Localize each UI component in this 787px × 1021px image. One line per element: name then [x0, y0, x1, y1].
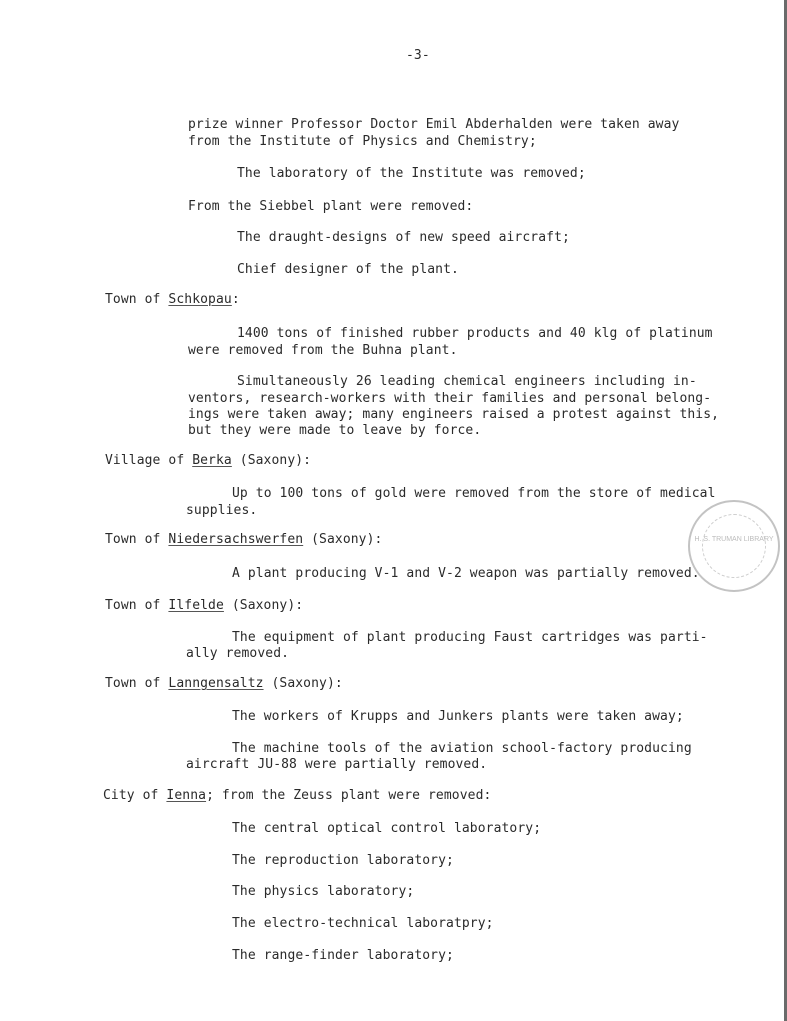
text-line: The central optical control laboratory;: [232, 821, 542, 836]
heading-prefix: Town of: [105, 292, 169, 307]
text-line: were removed from the Buhna plant.: [188, 343, 458, 358]
text-line: The equipment of plant producing Faust cartridges was parti-: [232, 630, 708, 645]
heading-prefix: Town of: [105, 676, 169, 691]
heading-suffix: (Saxony):: [303, 532, 383, 547]
text-line: The draught-designs of new speed aircraft;: [237, 230, 570, 245]
text-line: A plant producing V-1 and V-2 weapon was partially removed.: [232, 566, 700, 581]
heading-place: Niedersachswerfen: [168, 532, 304, 547]
heading-place: Lanngensaltz: [168, 676, 264, 691]
heading-place: Berka: [192, 453, 232, 468]
heading-prefix: City of: [103, 788, 167, 803]
section-heading-schkopau: [105, 292, 240, 308]
page-number: -3-: [406, 48, 430, 63]
text-line: The range-finder laboratory;: [232, 948, 454, 963]
heading-prefix: Village of: [105, 453, 193, 468]
text-line: ventors, research-workers with their families and personal belong-: [188, 391, 712, 406]
text-line: The laboratory of the Institute was removed;: [237, 166, 586, 181]
text-line: but they were made to leave by force.: [188, 423, 482, 438]
section-heading-lanngensaltz: [105, 676, 343, 692]
heading-place: Schkopau: [168, 292, 232, 307]
heading-suffix: (Saxony):: [231, 453, 312, 468]
text-line: Simultaneously 26 leading chemical engineers including in-: [237, 374, 697, 389]
heading-suffix: ; from the Zeuss plant were removed:: [206, 788, 492, 803]
text-line: The machine tools of the aviation school-factory producing: [232, 741, 692, 756]
heading-place: Ilfelde: [168, 598, 224, 613]
text-line: Up to 100 tons of gold were removed from the store of medical: [232, 486, 716, 501]
stamp-text: H. S. TRUMAN LIBRARY: [694, 536, 774, 543]
text-line: prize winner Professor Doctor Emil Abderhalden were taken away: [188, 117, 680, 132]
text-line: Chief designer of the plant.: [237, 262, 459, 277]
text-line: from the Institute of Physics and Chemistry;: [188, 134, 537, 149]
heading-prefix: Town of: [105, 598, 169, 613]
text-line: The workers of Krupps and Junkers plants were taken away;: [232, 709, 684, 724]
heading-place: Ienna: [166, 788, 207, 803]
text-line: The electro-technical laboratpry;: [232, 916, 494, 931]
text-line: The reproduction laboratory;: [232, 853, 454, 868]
library-stamp: [688, 500, 780, 592]
heading-suffix: (Saxony):: [223, 598, 304, 613]
heading-suffix: (Saxony):: [263, 676, 343, 691]
text-line: supplies.: [186, 503, 258, 518]
heading-suffix: :: [231, 292, 240, 307]
text-line: From the Siebbel plant were removed:: [188, 199, 474, 214]
text-line: ings were taken away; many engineers raised a protest against this,: [188, 407, 720, 422]
section-heading-ilfelde: [105, 598, 303, 614]
text-line: The physics laboratory;: [232, 884, 415, 899]
section-heading-ienna: [103, 788, 491, 804]
text-line: 1400 tons of finished rubber products and 40 klg of platinum: [237, 326, 713, 341]
text-line: aircraft JU-88 were partially removed.: [186, 757, 488, 772]
text-line: ally removed.: [186, 646, 290, 661]
heading-prefix: Town of: [105, 532, 169, 547]
section-heading-berka: [105, 453, 311, 469]
section-heading-niedersachswerfen: [105, 532, 382, 548]
